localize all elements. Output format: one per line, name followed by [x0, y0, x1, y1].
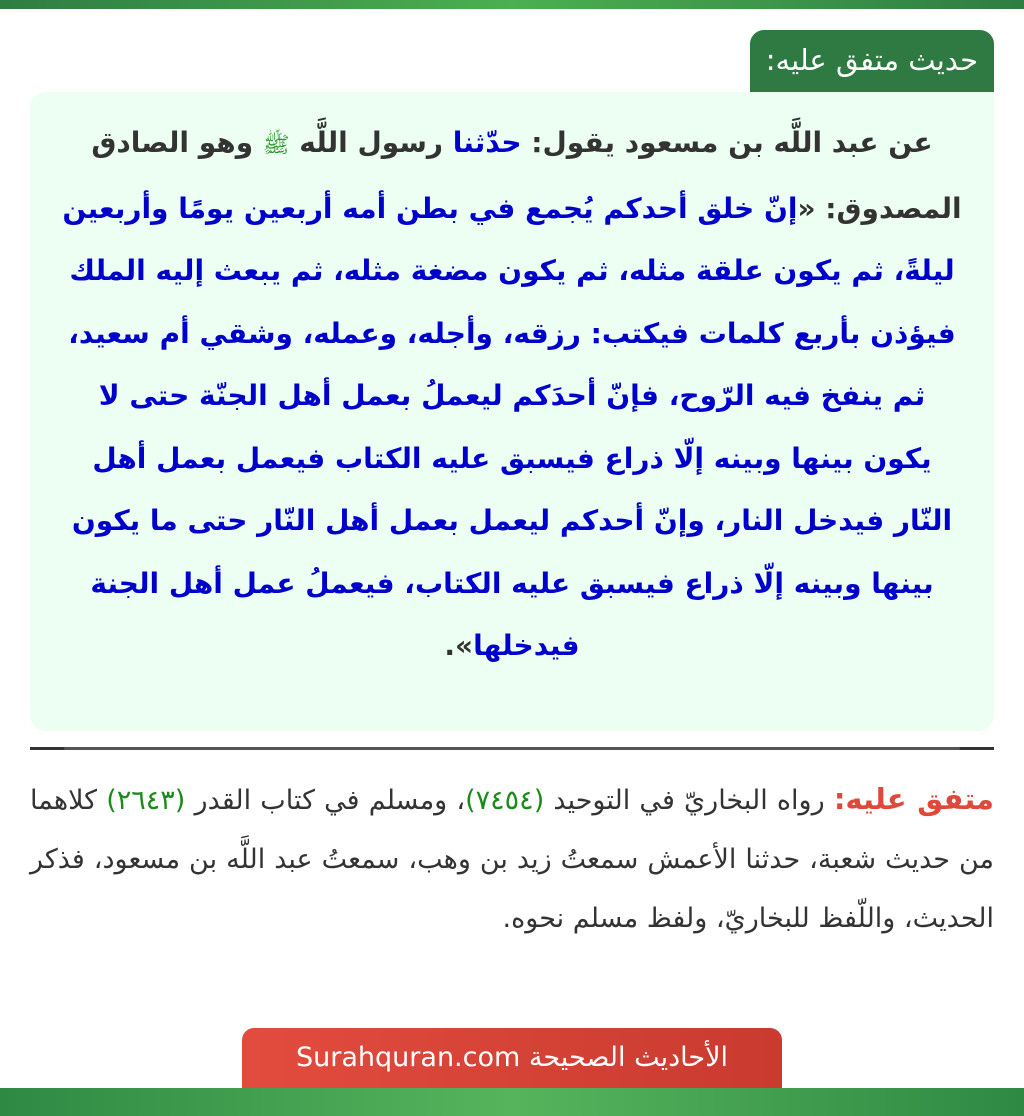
quote-open: «	[797, 191, 816, 225]
muslim-number: (٢٦٤٣)	[106, 785, 186, 816]
source-text	[30, 770, 994, 948]
hadith-title-tab	[750, 30, 994, 92]
bottom-decorative-bar	[0, 1088, 1024, 1116]
hadith-matn: إنّ خلق أحدكم يُجمع في بطن أمه أربعين يومًا وأربعين ليلةً، ثم يكون علقة مثله، ثم يكون مضغة مثله، ثم يبعث إليه الملك فيؤذن بأربع كلمات فيكتب: رزقه، وأجله، وعمله، وشقي أم سعيد، ثم ينفخ فيه الرّوح، فإنّ أحدَكم ليعملُ بعمل أهل الجنّة حتى لا يكون بينها وبينه إلّا ذراع فيسبق عليه الكتاب فيعمل بعمل أهل النّار فيدخل النار، وإنّ أحدكم ليعمل بعمل أهل النّار حتى ما يكون بينها وبينه إلّا ذراع فيسبق عليه الكتاب، فيعملُ عمل أهل الجنة فيدخلها	[62, 191, 956, 662]
site-badge-text: الأحاديث الصحيحة Surahquran.com	[296, 1042, 728, 1073]
hadith-intro-rest: وهو الصادق المصدوق:	[91, 126, 962, 225]
source-part1: رواه البخاريّ في التوحيد	[544, 785, 834, 816]
hadith-text	[60, 112, 964, 678]
hadith-haddathana: حدّثنا	[452, 126, 522, 159]
bukhari-number: (٧٤٥٤)	[465, 785, 545, 816]
hadith-title: حديث متفق عليه:	[765, 43, 978, 77]
salawat-icon: ﷺ	[262, 133, 290, 158]
source-part2: ، ومسلم في كتاب القدر	[185, 785, 466, 816]
quote-close: ».	[444, 629, 474, 662]
hadith-narrator: عن عبد اللَّه بن مسعود يقول:	[521, 126, 933, 159]
hadith-rasul: رسول اللَّه	[289, 126, 453, 159]
section-divider	[30, 747, 994, 750]
source-part3: كلاهما من حديث شعبة، حدثنا الأعمش سمعتُ زيد بن وهب، سمعتُ عبد اللَّه بن مسعود، فذكر الحديث، واللّفظ للبخاريّ، ولفظ مسلم نحوه.	[30, 785, 994, 934]
hadith-box	[30, 92, 994, 731]
top-decorative-bar	[0, 0, 1024, 9]
site-badge	[242, 1028, 782, 1088]
source-label: متفق عليه:	[833, 782, 994, 816]
